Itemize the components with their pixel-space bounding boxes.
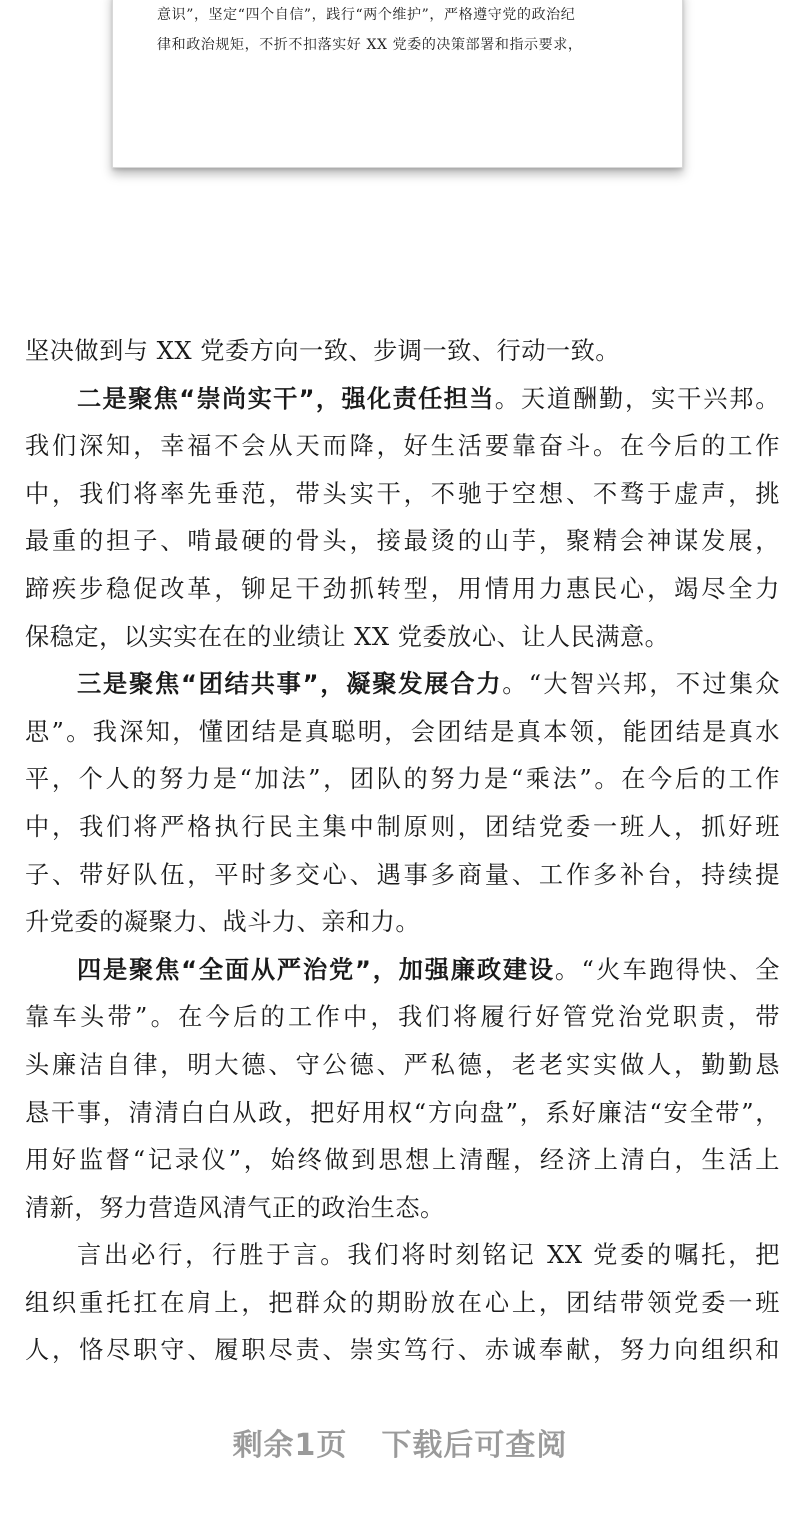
page-preview-card — [112, 0, 683, 168]
remaining-pages-label: 剩余1页 — [232, 1428, 348, 1463]
paragraph-heading: 三是聚焦“团结共事”，凝聚发展合力 — [77, 670, 503, 699]
text-line: 思”。我深知，懂团结是真聪明，会团结是真本领，能团结是真水 — [25, 717, 780, 746]
text-line: 组织重托扛在肩上，把群众的期盼放在心上，团结带领党委一班 — [25, 1288, 780, 1317]
text-line: 恳干事，清清白白从政，把好用权“方向盘”，系好廉洁“安全带”， — [25, 1098, 780, 1127]
text-line: 最重的担子、啃最硬的骨头，接最烫的山芋，聚精会神谋发展， — [25, 527, 780, 556]
text-line: 升党委的凝聚力、战斗力、亲和力。 — [25, 908, 421, 937]
download-to-view-button[interactable] — [0, 1420, 800, 1464]
text-line: 头廉洁自律，明大德、守公德、严私德，老老实实做人，勤勤恳 — [25, 1050, 780, 1079]
text-line: 保稳定，以实实在在的业绩让 XX 党委放心、让人民满意。 — [25, 622, 670, 651]
download-label: 下载后可查阅 — [381, 1428, 568, 1463]
paragraph-4-first-line — [25, 947, 780, 995]
text-line: 平，个人的努力是“加法”，团队的努力是“乘法”。在今后的工作 — [25, 765, 780, 794]
text-line: 清新，努力营造风清气正的政治生态。 — [25, 1193, 445, 1222]
text-span: 。天道酬勤，实干兴邦。 — [494, 384, 780, 413]
text-line: 中，我们将率先垂范，带头实干，不驰于空想、不骛于虚声，挑 — [25, 479, 780, 508]
text-line: 靠车头带”。在今后的工作中，我们将履行好管党治党职责，带 — [25, 1003, 780, 1032]
paragraph-heading: 二是聚焦“崇尚实干”，强化责任担当 — [77, 384, 495, 413]
text-line: 蹄疾步稳促改革，铆足干劲抓转型，用情用力惠民心，竭尽全力 — [25, 574, 780, 603]
text-span: 。“大智兴邦，不过集众 — [502, 670, 780, 699]
text-span: 。“火车跑得快、全 — [554, 955, 780, 984]
text-line: 中，我们将严格执行民主集中制原则，团结党委一班人，抓好班 — [25, 812, 780, 841]
text-line: 子、带好队伍，平时多交心、遇事多商量、工作多补台，持续提 — [25, 860, 780, 889]
paragraph-heading: 四是聚焦“全面从严治党”，加强廉政建设 — [77, 955, 555, 984]
text-line: 坚决做到与 XX 党委方向一致、步调一致、行动一致。 — [25, 337, 620, 365]
paragraph-2-first-line — [25, 376, 780, 424]
document-body — [25, 328, 780, 1375]
text-line: 人，恪尽职守、履职尽责、崇实笃行、赤诚奉献，努力向组织和 — [25, 1336, 780, 1365]
preview-line: 意识”，坚定“四个自信”，践行“两个维护”，严格遵守党的政治纪 — [157, 7, 576, 23]
text-line: 言出必行，行胜于言。我们将时刻铭记 XX 党委的嘱托，把 — [77, 1241, 780, 1270]
text-line: 我们深知，幸福不会从天而降，好生活要靠奋斗。在今后的工作 — [25, 432, 780, 461]
preview-line: 律和政治规矩，不折不扣落实好 XX 党委的决策部署和指示要求， — [157, 37, 583, 53]
text-line: 用好监督“记录仪”，始终做到思想上清醒，经济上清白，生活上 — [25, 1146, 780, 1175]
paragraph-3-first-line — [25, 661, 780, 709]
